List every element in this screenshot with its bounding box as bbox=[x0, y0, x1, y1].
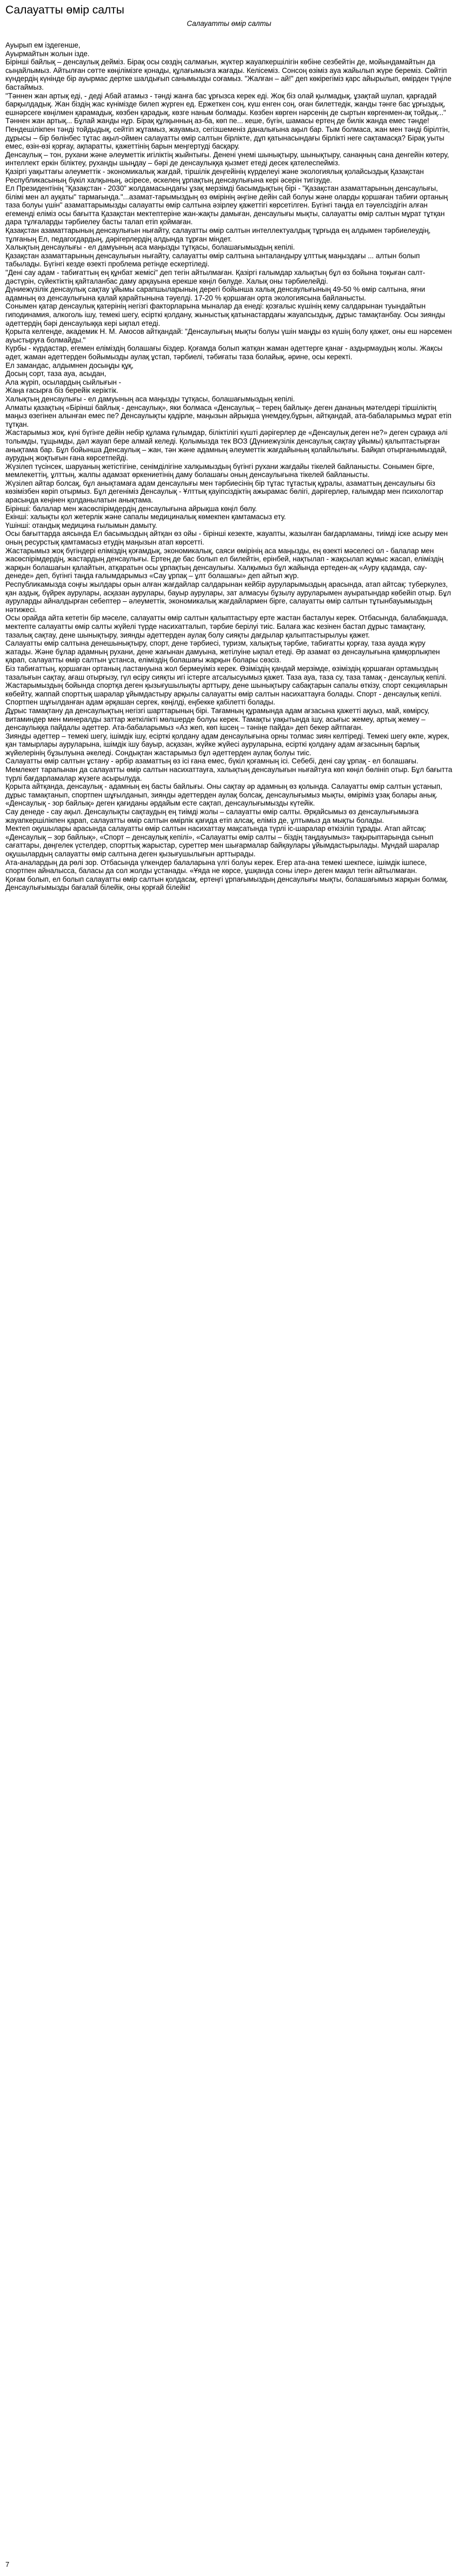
paragraph: Ала жүріп, осылардың сыйлығын - bbox=[5, 378, 121, 386]
paragraph: Бірінші: балалар мен жасөспірімдердің денсаулығына айрықша көңіл бөлу. bbox=[5, 504, 257, 513]
paragraph: Зиянды әдеттер – темекі шегу, ішімдік ішу, есірткі қолдану адам денсаулығына орны толмас зиян келтіреді. Темекі шегу өкпе, жүрек, қан тамырлары ауруларына, ішімдік ішу бауыр, асқазан, жүйке жүйесі ауруларына, есірткі қолдану адам ағзасының барлық жүйелерінің бұзылуына әкеледі. Сондықтан жастарымыз бұл әдеттерден аулақ болуы тиіс. bbox=[5, 732, 449, 757]
paragraph: Бірінші байлық – денсаулық дейміз. Бірақ осы сөздің салмағын, жүктер жауапкершілігін көбіне сезбейтін де, мойындамайтын да сыңайлымыз. Айтылған сөтте көңілімізге қонады, құлағымызға жағады. Келісеміз. Сонсоң өзіміз ауа жайылып жүре береміз. Сөйтіп күндердің күнінде бір ауырмас дертке шалдығып санымызды соғамыз. "Жалған – ай!" деп көкірегіміз қарс айырылып, өмірден түңіле бастаймыз. bbox=[5, 58, 452, 91]
document-subtitle: Салауатты өмір салты bbox=[187, 19, 271, 28]
paragraph: Мектеп оқушылары арасында салауатты өмір салтын насихаттау мақсатында түрлі іс-шаралар өткізіліп тұрады. Атап айтсақ: «Денсаулық – зор байлық», «Спорт – денсаулық кепілі», «Салауатты өмір салты – біздің таңдауымыз» тақырыптарында сынып сағаттары, дөңгелек үстелдер, спорттық жарыстар, суреттер мен шығармалар байқаулары ұйымдастырылады. Мұндай шаралар оқушылардың салауатты өмір салтына деген қызығушылығын арттырады. bbox=[5, 824, 439, 858]
paragraph: Жүзілеп айтар болсақ, бұл анықтамаға адам денсаулығы мен тәрбиесінің бір тұтас тұтастық құралы, азаматтың денсаулығы біз көзімізбен көріп отырмыз. Бұл дегеніміз Денсаулық - Ұлттық қауіпсіздіктің ажырамас бөлігі, дәрігерлер, ғалымдар мен психологтар арасында кеңінен қолданылатын анықтама. bbox=[5, 479, 443, 505]
paragraph: Жаңа ғасырға біз берейік керіктік. bbox=[5, 386, 118, 395]
paragraph: Халықтың денсаулығы - ел дамуының аса маңызды тұтқасы, болашағымыздың кепілі. bbox=[5, 243, 295, 252]
paragraph: Денсаулық – тон, рухани және әлеуметтік игіліктің жыйнтығы. Денені үнемі шынықтыру, шынықтыру, санаңның сана денгейін көтеру, интеллект еркін біліктеу, руханды шыңдау – бәрі де денсаулыққа қызмет етеді десек қателеспейміз. bbox=[5, 150, 449, 167]
paragraph: Қазақстан азаматтарының денсаулығын нығайту, салауатты өмір салтына ынталандыру ұлттық маңыздағы ... алтын болып табылады. Бүгінгі кезде өзекті проблема ретінде ескертіледі. bbox=[5, 251, 420, 269]
paragraph: Үшінші: отандық медицина ғылымын дамыту. bbox=[5, 521, 157, 529]
paragraph: Сонымен қатар денсаулық қатерінің негізгі факторларына мыналар да енеді: қозғалыс күшінің кему салдарынан туындайтын гиподинамия, алкоголь ішу, темекі шегу, есірткі қолдану, жыныстық қатынастардағы жауапсыздық, дұрыс тамақтанбау. Осы зиянды әдеттердің бәрі денсаулыққа кері ықпал етеді. bbox=[5, 302, 445, 327]
paragraph: Жүзілеп түсінсек, шаруаның жетістігіне, сенімділігіне халқымыздың бүгінгі рухани жағдайы тікелей байланысты. Сонымен бірге, мемлекеттің, ұлттың, жалпы адамзат өркениетінің даму болашағы оның денсаулығына тікелей байланысты. bbox=[5, 462, 435, 479]
paragraph: Қоғам болып, ел болып салауатты өмір салтын қолдасақ, ертеңгі ұрпағымыздың денсаулығы мықты, болашағымыз жарқын болмақ. Денсаулығымызды бағалай білейік, оны қорғай білейік! bbox=[5, 875, 448, 892]
paragraph: Ел Президентінің "Қазақстан - 2030" жолдамасындағы ұзақ мерзімді басымдықтың бірі - "Қазақстан азаматтарының денсаулығы, білімі мен ал ауқаты" тармағында."...азамат-тарымыздың өз өмірінің әңгіне дейін сай болуы және оларды қоршаған табиғи ортаның таза болуы үшін" азаматтарымызды салауатты өмір салтына әзірлеу қажеттігі көрсетілген. Бүгінгі таңда ел тәуелсіздігін алған егемендi еліміз осы бағытта Қазақстан мектептеріне жан-жақты дамыған, денсаулығы мықты, салауатты өмір салтын мұрат тұтқан дара тұлғаларды тәрбиелеу басты талап етіп қоймаған. bbox=[5, 184, 448, 226]
paragraph: Біз табиғаттың, қоршаған ортаның ластануына жол бермеуіміз керек. Өзіміздің қандай мерзімде, өзіміздің қоршаған ортамыздың тазалығын сақтау, ағаш отырғызу, гүл өсіру сияқты игі істерге атсалысуымыз қажет. Таза ауа, таза су, таза тамақ - денсаулық кепілі. bbox=[5, 664, 447, 681]
document-title: Салауатты өмір салты bbox=[5, 4, 124, 16]
page-number: 7 bbox=[5, 2560, 10, 2568]
paragraph: Сау денеде - сау ақыл. Денсаулықты сақтаудың ең тиімді жолы – салауатты өмір салты. Әрқайсымыз өз денсаулығымызға жауапкершілікпен қарап, салауатты өмір салтын өмірлік қағида етіп алсақ, еліміз де, ұлтымыз да мықты болады. bbox=[5, 808, 419, 824]
paragraph: Қорыта айтқанда, денсаулық - адамның ең басты байлығы. Оны сақтау әр адамның өз қолында. Салауатты өмір салтын ұстанып, дұрыс тамақтанып, спортпен шұғылданып, зиянды әдеттерден аулақ болсақ, денсаулығымыз мықты, өміріміз ұзақ болары анық. «Денсаулық - зор байлық» деген қағиданы әрдайым есте сақтап, денсаулығымызды күтейік. bbox=[5, 782, 442, 808]
paragraph: Жастарымыз жоқ, күні бүгінге дейін небір құлама ғұлымдар, біліктілігі күшті дәрігерлер де «Денсаулық деген не?» деген сұраққа әлі толымды, тұщымды, дәл жауап бере алмай келеді. Қолымызда тек ВОЗ (Дүниежүзілік денсаулық сақтау ұйымы) қалыптастырған анықтама бар. Бұл бойынша Денсаулық – жан, тән және адамның әлеуметтік жағдайының қолайлылығы. Байқап отырғанымыздай, аурудың жоқтығын ғана көрсетпейді. bbox=[5, 428, 448, 462]
paragraph: Қазақстан азаматтарының денсаулығын нығайту, салауатты өмір салтын интеллектуалдық тұрғыда ең алдымен тәрбиелеудің, тұлғаның Ел, педагогдардың, дәрігерлердің алдында тұрған міндет. bbox=[5, 226, 431, 243]
paragraph: Екінші: халықты қол жетерлік және сапалы медициналық көмекпен қамтамасыз ету. bbox=[5, 513, 286, 521]
paragraph: Осы орайда айта кететін бір мәселе, салауатты өмір салтын қалыптастыру ерте жастан басталуы керек. Отбасында, балабақшада, мектепте салауатты өмір салты жүйелі түрде насихатталып, тәрбие берілуі тиіс. Балаға жас кезінен бастап дұрыс тамақтану, тазалық сақтау, дене шынықтыру, зиянды әдеттерден аулақ болу сияқты дағдылар қалыптастырылуы қажет. bbox=[5, 614, 448, 639]
paragraph: Салауатты өмір салтына денешынықтыру, спорт, дене тәрбиесі, туризм, халықтық тәрбие, табиғатты қорғау, таза ауада жүру жатады. Және бұлар адамның рухани, дене жағынан дамуына, жетілуіне ықпал етеді. Әр азамат өз денсаулығына қамқорлықпен қарап, салауатты өмір салтын ұстанса, еліміздің болашағы жарқын болары сөзсіз. bbox=[5, 639, 440, 665]
paragraph: Жастарымыз жоқ бүгіндері еліміздің қоғамдық, экономикалық, саяси өмірінің аса маңызды, ең өзекті мәселесі ол - балалар мен жасөспірімдердің, жастардың денсаулығы. Ертең де бас болып ел билейтін, ерінбей, нақтылап - жақсылап жұмыс жасап, еліміздің жарқын болашағын қалайтын, атқаратын осы ұрпақтың денсаулығы. Халқымыз бұл жайында ертеден-ақ «Ауру қадамда, сау- денеде» деп, бүгінгі таңда ғалымдарымыз «Сау ұрпақ – ұлт болашағы» деп айтып жүр. bbox=[5, 546, 443, 580]
paragraph: Ауырып ем іздегенше, bbox=[5, 41, 81, 49]
paragraph: Досың сорт, таза ауа, асыдан, bbox=[5, 370, 107, 378]
paragraph: Күрбы - күрдастар, егемен еліміздің болашағы біздер. Қоғамда болып жатқан жаман әдеттерге қанағ - аздырмаудың жолы. Жақсы әдет, жаман әдеттерден бойымызды аулақ ұстап, тәрбиелі, тәбиғаты таза болайық, әрине, осы керекті. bbox=[5, 344, 443, 361]
paragraph: Ел замандас, алдымнен досыңды құқ, bbox=[5, 361, 134, 370]
paragraph: Қорыта келгенде, академик Н. М. Амосов айтқандай: "Денсаулығың мықты болуы үшін маңды өз күшің болу қажет, оны еш нәрсемен ауыстыруға болмайды." bbox=[5, 327, 452, 344]
paragraph: "Дені сау адам - табиғаттың ең құнбат жемісі" деп тегін айтылмаған. Қазіргі ғалымдар халықтың бұл өз бойына тоқыған салт-дәстүрін, сүйектіктің қайталанбас даму арқауына ерекше көңіл бөлуде. Халық оны тәрбиелейді. bbox=[5, 269, 426, 285]
paragraph: Ата-аналардың да рөлі зор. Отбасында үлкендер балаларына үлгі болуы керек. Егер ата-ана темекі шекпесе, ішімдік ішпесе, спортпен айналысса, баласы да сол жолды ұстанады. «Ұяда не көрсе, ұшқанда соны ілер» деген мақал тегін айтылмаған. bbox=[5, 858, 427, 875]
document-body bbox=[5, 41, 453, 892]
paragraph: Халықтың денсаулығы - ел дамуының аса маңызды тұтқасы, болашағымыздың кепілі. bbox=[5, 394, 295, 403]
paragraph: "Тәннен жан артық еді, - деді Абай атамыз - тәнді жанға бас ұрғызса керек еді. Жоқ біз олай қылмадық, ұзақтай шулап, қарғадай барқылдадық. Жан біздің жас күнімізде билеп жүрген ед. Ержеткен соң, күш енген соң, оған билеттедік, жанды тәнге бас ұрғыздық, ешнәрсеге көңілмен қарамадық, көзбен қарадық, көзге наным болмады. Көзбен көрген нәрсенің де сыртын көргенмен-ақ тойдық..." Тәннен жан артық... Бұлай жанды нұр. Бірақ құлқынның аз-ба, көп пе... кеше, бүгін, шамасы ертең де билік жанда емес тәнде! Пендешілікпен тәнді тойдыдық, сейтіп жұтамыз, жауамыз, сегізшеменіз даналығына ақыл бар. Тым болмаса, жан мен тәнді бірілтін, дұрысы – бір бөлінбес тұтас ақыл-оймен салауатты өмір салтын бірлікте, дұп қатынасындағы бірлікті неге сақтамасқа? Бірақ уыты емес, өзін-өзі қорғау, ақпаратты, қажеттінің барын меңгертуді басқару. bbox=[5, 91, 450, 151]
paragraph: Алматы қазақтың «Бірінші байлық - денсаулық», яки болмаса «Денсаулық – терең байлық» деген дананың мәтелдері тіршіліктің маңыз өзегінен алынған емес пе? Денсаулықты қадірле, маңызын айрықша үнемдеу,бұрын, айтқандай, ата-бабаларымыз мұрат етіп тұтқан. bbox=[5, 403, 452, 428]
paragraph: Жастарымыздың бойында спортқа деген қызығушылықты арттыру, дене шынықтыру сабақтарын сапалы өткізу, спорт секцияларын көбейту, жаппай спорттық шаралар ұйымдастыру арқылы салауатты өмір салтын насихаттауға болады. Спорт - денсаулық кепілі. Спортпен шұғылданған адам әрқашан сергек, көңілді, еңбекке қабілетті болады. bbox=[5, 681, 448, 707]
paragraph: Республикамызда соңғы жылдары орын алған жағдайлар салдарынан кейбір ауруларымыздың арасында, атап айтсақ: туберкулез, қан аздық, бүйрек аурулары, асқазан аурулары, бауыр аурулары, зат алмасуы бұзылу ауруларымен ауыратындар көбейіп отыр. Бұл ауруларды айналдырған себептер – әлеуметтік, экономикалық жағдайлармен бірге, салауатты өмір салтын тұтынбауымыздың нәтижесі. bbox=[5, 580, 451, 614]
paragraph: Осы бағыттарда аясында Ел басымыздың айтқан өз ойы - бірінші кезекте, жауапты, жазылған бағдарламаны, тиімді іске асыру мен оның ресурстық қамтамасыз етудің маңызын атап көрсетті. bbox=[5, 529, 448, 547]
paragraph: Дұрыс тамақтану да денсаулықтың негізгі шарттарының бірі. Тағамның құрамында адам ағзасына қажетті ақуыз, май, көмірсу, витаминдер мен минералды заттар жеткілікті мөлшерде болуы керек. Тамақты уақытында ішу, асығыс жемеу, артық жемеу – денсаулыққа пайдалы әдеттер. Ата-бабаларымыз «Аз жеп, көп ішсең – тәніңе пайда» деп бекер айтпаған. bbox=[5, 706, 429, 732]
paragraph: Салауатты өмір салтын ұстану - әрбір азаматтың өз ісі ғана емес, бүкіл қоғамның ісі. Себебі, дені сау ұрпақ - ел болашағы. Мемлекет тарапынан да салауатты өмір салтын насихаттауға, халықтың денсаулығын нығайтуға көп көңіл бөлініп отыр. Бұл бағытта түрлі бағдарламалар жүзеге асырылуда. bbox=[5, 757, 453, 782]
paragraph: Ауырмайтын жолын ізде. bbox=[5, 49, 90, 58]
paragraph: Қазіргі уақыттағы әлеуметтік - экономикалық жағдай, тіршілік деңгейінің күрделеуі және экологиялық қолайсыздық Қазақстан Республикасының бүкіл халқының, әсіресе, өскелең ұрпақтың денсаулығына кері әсерін тигізуде. bbox=[5, 167, 424, 184]
paragraph: Дүниежүзілік денсаулық сақтау ұйымы сарапшыларының дерегі бойынша халық денсаулығының 49-50 % өмір салтына, яғни адамның өз денсаулығына қалай қарайтынына тәуелді. 17-20 % қоршаған орта экологиясына байланысты. bbox=[5, 285, 426, 302]
